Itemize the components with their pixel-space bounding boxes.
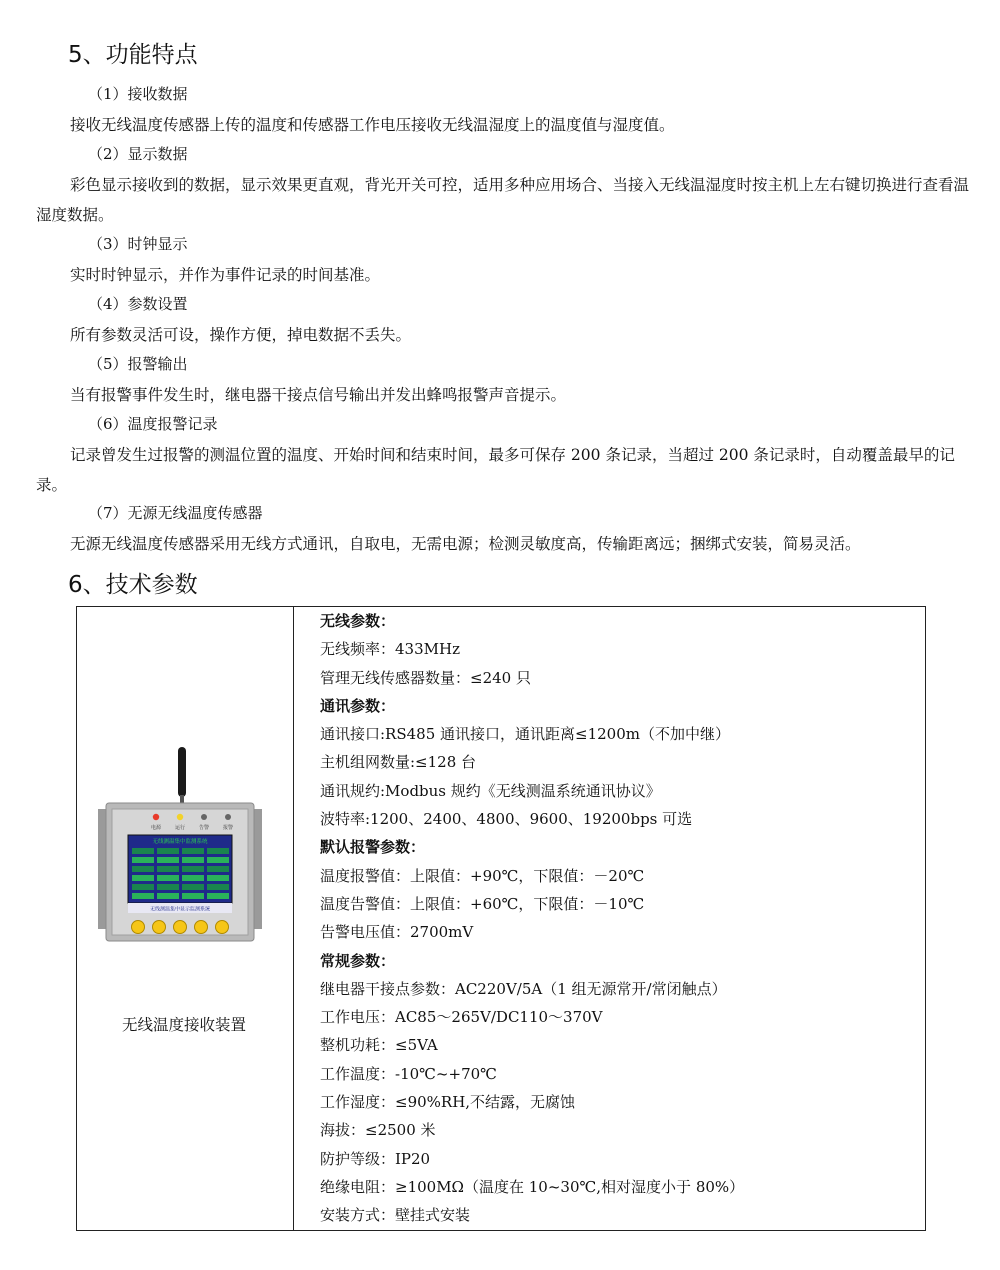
feature-text: 当有报警事件发生时，继电器干接点信号输出并发出蜂鸣报警声音提示。: [70, 386, 567, 404]
spec-item: 主机组网数量:≤128 台: [320, 753, 477, 772]
screen-cell: [157, 893, 179, 899]
spec-table: [76, 606, 926, 1231]
alarm-led-icon: [225, 814, 231, 820]
feature-text: 无源无线温度传感器采用无线方式通讯，自取电，无需电源；检测灵敏度高，传输距离远；捆绑式安装，简易灵活。: [70, 535, 861, 553]
screen-cell: [207, 884, 229, 890]
spec-item: 海拔：≤2500 米: [320, 1121, 436, 1140]
section-5-title: 5、功能特点: [68, 42, 198, 68]
screen-cell: [132, 848, 154, 854]
spec-cell: [294, 607, 926, 1231]
feature-label: （3）时钟显示: [88, 235, 188, 253]
spec-item: 工作电压：AC85～265V/DC110～370V: [320, 1008, 603, 1027]
spec-item: 无线频率：433MHz: [320, 640, 460, 659]
screen-cell: [132, 893, 154, 899]
warn-led-icon: [201, 814, 207, 820]
spec-item: 管理无线传感器数量：≤240 只: [320, 668, 531, 687]
screen-cell: [182, 857, 204, 863]
power-led-icon: [153, 814, 159, 820]
spec-item: 继电器干接点参数：AC220V/5A（1 组无源常开/常闭触点）: [320, 979, 727, 998]
feature-label: （7）无源无线温度传感器: [88, 504, 263, 522]
screen-cell: [182, 884, 204, 890]
antenna-icon: [178, 747, 186, 797]
screen-cell: [132, 875, 154, 881]
feature-label: （5）报警输出: [88, 355, 188, 373]
screen-cell: [157, 848, 179, 854]
led-label-warn: 告警: [198, 825, 210, 831]
spec-item: 温度告警值：上限值：+60℃，下限值：－10℃: [320, 894, 645, 913]
feature-label: （6）温度报警记录: [88, 415, 218, 433]
spec-item: 防护等级：IP20: [320, 1149, 431, 1168]
device-button: [216, 921, 229, 934]
feature-text: 所有参数灵活可设，操作方便，掉电数据不丢失。: [70, 326, 412, 344]
device-cell: [77, 607, 294, 1231]
spec-item: 绝缘电阻：≥100MΩ（温度在 10~30℃,相对湿度小于 80%）: [320, 1177, 745, 1196]
screen-cell: [207, 866, 229, 872]
screen-cell: [182, 875, 204, 881]
screen-cell: [207, 893, 229, 899]
screen-cell: [207, 875, 229, 881]
device-button: [195, 921, 208, 934]
screen-cell: [182, 893, 204, 899]
spec-section-heading: 通讯参数：: [320, 696, 396, 715]
spec-section-heading: 常规参数：: [320, 951, 396, 970]
device-button: [174, 921, 187, 934]
spec-item: 温度报警值：上限值：+90℃，下限值：－20℃: [320, 866, 645, 885]
spec-item: 工作温度：-10℃~+70℃: [320, 1064, 497, 1083]
screen-cell: [157, 875, 179, 881]
feature-label: （4）参数设置: [88, 295, 188, 313]
screen-title: 无线测温集中监测系统: [152, 839, 208, 845]
led-label-alarm: 报警: [222, 825, 234, 831]
device-button: [153, 921, 166, 934]
feature-text: 彩色显示接收到的数据，显示效果更直观，背光开关可控，适用多种应用场合、当接入无线温湿度时按主机上左右键切换进行查看温湿度数据。: [36, 176, 970, 224]
screen-footer: 无线测温集中显示监测系统: [149, 906, 211, 913]
spec-item: 告警电压值：2700mV: [320, 923, 474, 942]
screen-cell: [157, 884, 179, 890]
led-label-run: 运行: [174, 825, 186, 831]
spec-list: [320, 607, 925, 1230]
led-label-power: 电源: [150, 825, 162, 831]
spec-item: 通讯规约:Modbus 规约《无线测温系统通讯协议》: [320, 781, 661, 800]
device-caption: 无线温度接收装置: [121, 1016, 246, 1034]
spec-item: 安装方式：壁挂式安装: [320, 1206, 471, 1225]
spec-section-heading: 默认报警参数：: [320, 838, 426, 857]
screen-cell: [132, 866, 154, 872]
spec-item: 整机功耗：≤5VA: [320, 1036, 438, 1055]
screen-cell: [132, 857, 154, 863]
run-led-icon: [177, 814, 183, 820]
device-image: [96, 745, 264, 945]
feature-label: （2）显示数据: [88, 145, 188, 163]
screen-cell: [157, 857, 179, 863]
section-6-title: 6、技术参数: [68, 572, 198, 598]
screen-cell: [157, 866, 179, 872]
feature-text: 接收无线温度传感器上传的温度和传感器工作电压接收无线温湿度上的温度值与湿度值。: [70, 116, 675, 134]
screen-cell: [207, 857, 229, 863]
screen-cell: [207, 848, 229, 854]
screen-cell: [182, 866, 204, 872]
screen-cell: [132, 884, 154, 890]
screen-cell: [182, 848, 204, 854]
spec-section-heading: 无线参数：: [320, 612, 396, 630]
feature-text: 记录曾发生过报警的测温位置的温度、开始时间和结束时间，最多可保存 200 条记录，当超过 200 条记录时，自动覆盖最早的记录。: [36, 446, 955, 494]
device-button: [132, 921, 145, 934]
feature-label: （1）接收数据: [88, 85, 188, 103]
spec-item: 工作湿度：≤90%RH,不结露，无腐蚀: [320, 1093, 576, 1112]
spec-item: 波特率:1200、2400、4800、9600、19200bps 可选: [320, 810, 693, 829]
spec-item: 通讯接口:RS485 通讯接口，通讯距离≤1200m（不加中继）: [320, 725, 730, 744]
feature-text: 实时时钟显示，并作为事件记录的时间基准。: [70, 266, 381, 284]
